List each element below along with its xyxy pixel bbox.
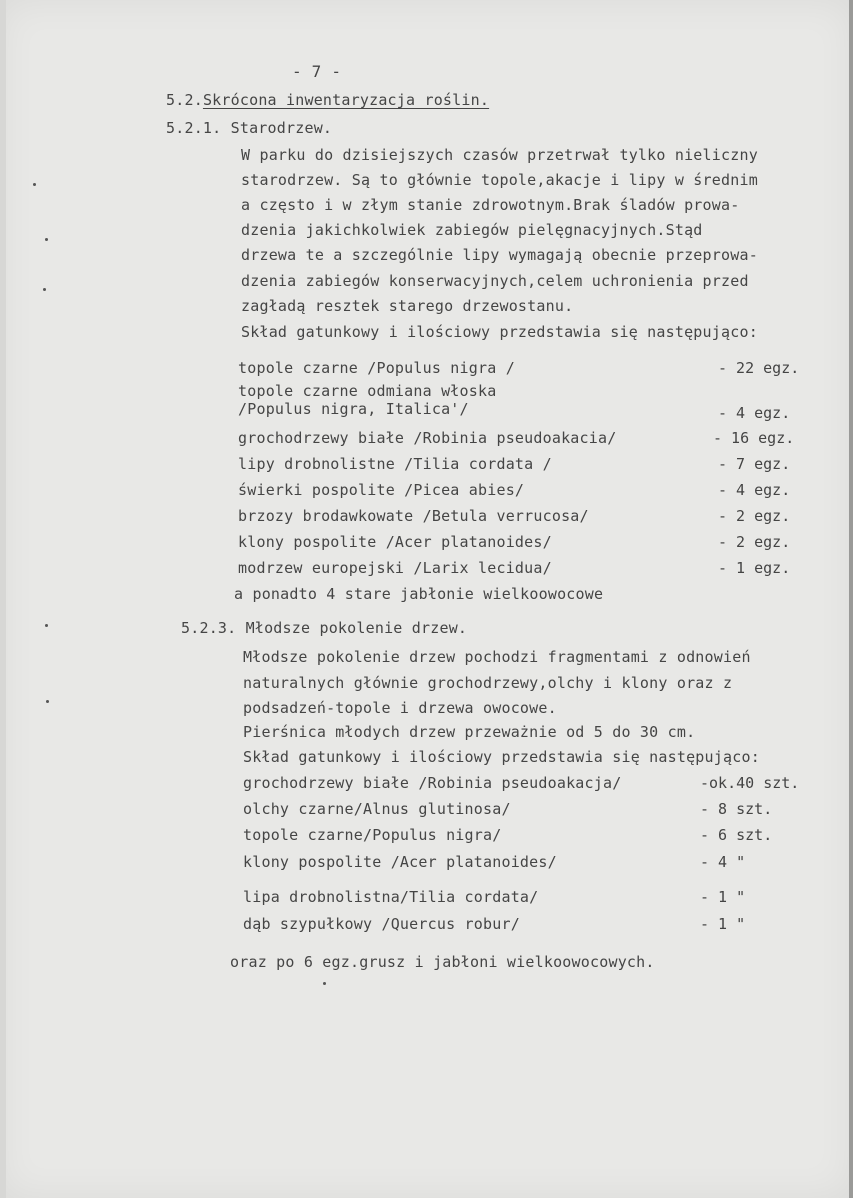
species-name: dąb szypułkowy /Quercus robur/ <box>243 915 520 933</box>
species-name: grochodrzewy białe /Robinia pseudoakacja/ <box>243 774 622 792</box>
paragraph-line: dzenia zabiegów konserwacyjnych,celem uchronienia przed <box>241 272 749 290</box>
species-name: klony pospolite /Acer platanoides/ <box>243 853 557 871</box>
paragraph-line: naturalnych głównie grochodrzewy,olchy i klony oraz z <box>243 674 733 692</box>
section-5-2-3-heading: 5.2.3. Młodsze pokolenie drzew. <box>181 619 468 637</box>
species-name: /Populus nigra, Italica'/ <box>238 400 469 418</box>
paragraph-line: Młodsze pokolenie drzew pochodzi fragmentami z odnowień <box>243 648 751 666</box>
paragraph-line: starodrzew. Są to głównie topole,akacje i lipy w średnim <box>241 171 758 189</box>
paragraph-line: W parku do dzisiejszych czasów przetrwał tylko nieliczny <box>241 146 758 164</box>
species-quantity: - 1 egz. <box>718 559 791 577</box>
closing-line: a ponadto 4 stare jabłonie wielkoowocowe <box>234 585 604 603</box>
paragraph-line: drzewa te a szczególnie lipy wymagają obecnie przeprowa- <box>241 246 758 264</box>
species-quantity: - 4 egz. <box>718 404 791 422</box>
section-5-2-heading <box>166 91 489 109</box>
species-name: lipy drobnolistne /Tilia cordata / <box>238 455 552 473</box>
species-name: świerki pospolite /Picea abies/ <box>238 481 525 499</box>
paragraph-line: a często i w złym stanie zdrowotnym.Brak śladów prowa- <box>241 196 740 214</box>
section-5-2-1-heading: 5.2.1. Starodrzew. <box>166 119 333 137</box>
species-quantity: - 4 egz. <box>718 481 791 499</box>
species-name: brzozy brodawkowate /Betula verrucosa/ <box>238 507 589 525</box>
composition-intro: Skład gatunkowy i ilościowy przedstawia się następująco: <box>241 323 758 341</box>
closing-line: oraz po 6 egz.grusz i jabłoni wielkoowocowych. <box>230 953 655 971</box>
page-number: - 7 - <box>292 62 342 81</box>
margin-dot <box>45 624 48 627</box>
species-quantity: - 4 " <box>700 853 746 871</box>
margin-dot <box>46 700 49 703</box>
margin-dot <box>33 183 36 186</box>
species-quantity: - 2 egz. <box>718 533 791 551</box>
species-name: topole czarne/Populus nigra/ <box>243 826 502 844</box>
species-quantity: - 1 " <box>700 915 746 933</box>
page-edge-right <box>849 0 853 1198</box>
species-quantity: -ok.40 szt. <box>700 774 800 792</box>
section-title: Skrócona inwentaryzacja roślin. <box>202 91 490 109</box>
composition-intro: Skład gatunkowy i ilościowy przedstawia się następująco: <box>243 748 760 766</box>
species-name: topole czarne odmiana włoska <box>238 382 497 400</box>
section-number: 5.2. <box>166 91 203 109</box>
margin-dot <box>45 238 48 241</box>
dbh-line: Pierśnica młodych drzew przeważnie od 5 do 30 cm. <box>243 723 696 741</box>
species-name: lipa drobnolistna/Tilia cordata/ <box>243 888 539 906</box>
species-name: topole czarne /Populus nigra / <box>238 359 515 377</box>
species-quantity: - 22 egz. <box>718 359 800 377</box>
species-name: grochodrzewy białe /Robinia pseudoakacia/ <box>238 429 617 447</box>
species-quantity: - 6 szt. <box>700 826 773 844</box>
species-quantity: - 16 egz. <box>713 429 795 447</box>
species-quantity: - 2 egz. <box>718 507 791 525</box>
species-name: modrzew europejski /Larix lecidua/ <box>238 559 552 577</box>
paragraph-line: zagładą resztek starego drzewostanu. <box>241 297 574 315</box>
margin-dot <box>323 982 326 985</box>
species-quantity: - 8 szt. <box>700 800 773 818</box>
species-quantity: - 7 egz. <box>718 455 791 473</box>
paragraph-line: dzenia jakichkolwiek zabiegów pielęgnacyjnych.Stąd <box>241 221 703 239</box>
species-quantity: - 1 " <box>700 888 746 906</box>
species-name: klony pospolite /Acer platanoides/ <box>238 533 552 551</box>
paragraph-line: podsadzeń-topole i drzewa owocowe. <box>243 699 557 717</box>
species-name: olchy czarne/Alnus glutinosa/ <box>243 800 511 818</box>
margin-dot <box>43 288 46 291</box>
page-edge-left <box>0 0 6 1198</box>
